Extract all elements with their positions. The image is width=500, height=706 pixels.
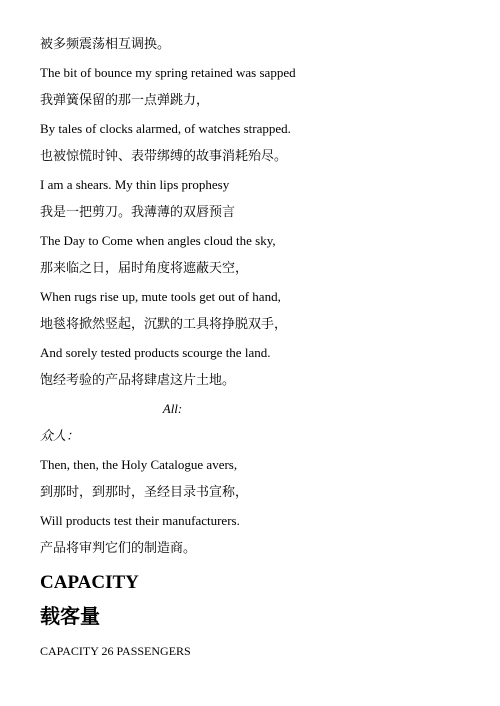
- verse-line-zh: 那来临之日，届时角度将遮蔽天空，: [40, 261, 249, 276]
- verse-line-zh: 饱经考验的产品将肆虐这片土地。: [40, 373, 236, 388]
- verse-line-zh: 我是一把剪刀。我薄薄的双唇预言: [40, 205, 236, 220]
- verse-line-en: I am a shears. My thin lips prophesy: [40, 177, 230, 192]
- verse-line-zh: 被多频震荡相互调换。: [40, 37, 171, 52]
- chorus-line-en: Then, then, the Holy Catalogue avers,: [40, 457, 238, 472]
- section-body-text: CAPACITY 26 PASSENGERS: [40, 644, 191, 658]
- speaker-label-zh: 众人：: [40, 429, 80, 444]
- verse-line-en: By tales of clocks alarmed, of watches strapped.: [40, 121, 291, 136]
- chorus-line-en: Will products test their manufacturers.: [40, 513, 240, 528]
- section-heading-zh: 载客量: [40, 604, 100, 628]
- verse-line-en: The bit of bounce my spring retained was sapped: [40, 65, 296, 80]
- verse-line-zh: 地毯将掀然竖起，沉默的工具将挣脱双手，: [40, 317, 288, 332]
- speaker-label-en: All:: [162, 401, 183, 416]
- verse-line-en: The Day to Come when angles cloud the sky,: [40, 233, 276, 248]
- verse-line-zh: 我弹簧保留的那一点弹跳力，: [40, 93, 210, 108]
- chorus-line-zh: 到那时，到那时，圣经目录书宣称，: [40, 485, 249, 500]
- section-heading-en: CAPACITY: [40, 572, 139, 593]
- verse-line-zh: 也被惊慌时钟、表带绑缚的故事消耗殆尽。: [40, 149, 288, 164]
- verse-line-en: And sorely tested products scourge the land.: [40, 345, 271, 360]
- chorus-line-zh: 产品将审判它们的制造商。: [40, 541, 197, 556]
- verse-line-en: When rugs rise up, mute tools get out of hand,: [40, 289, 281, 304]
